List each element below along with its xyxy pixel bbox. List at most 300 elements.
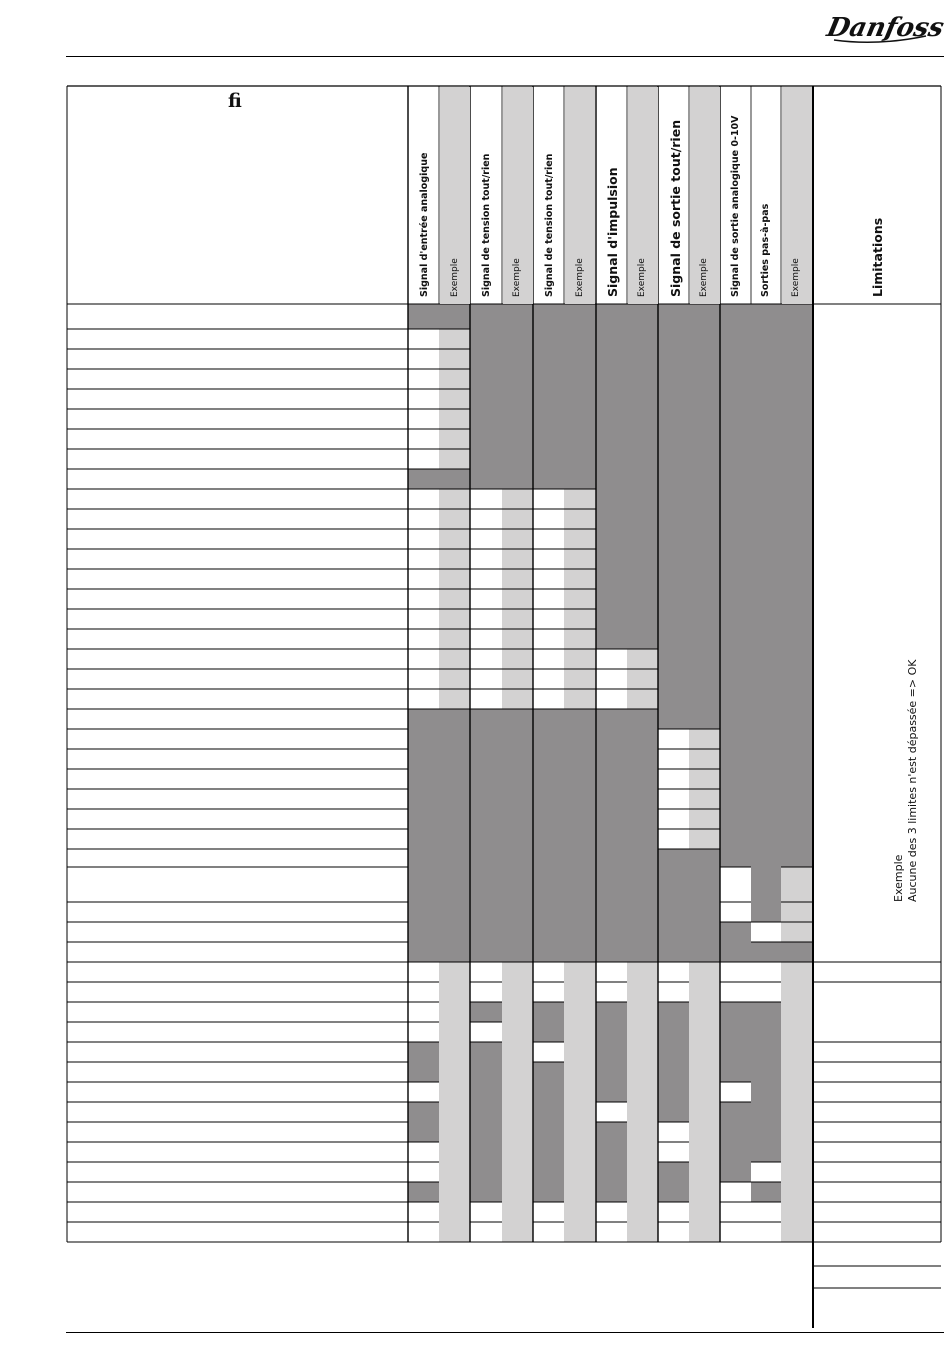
table-cell <box>408 589 439 609</box>
table-cell <box>502 369 533 389</box>
table-cell <box>720 962 751 982</box>
table-cell <box>502 1022 533 1042</box>
table-cell <box>627 689 658 709</box>
table-cell <box>720 982 751 1002</box>
table-cell <box>658 1202 689 1222</box>
table-cell <box>781 1202 813 1222</box>
table-cell <box>439 409 470 429</box>
table-cell <box>502 669 533 689</box>
table-cell <box>439 529 470 549</box>
table-cell <box>720 649 751 669</box>
table-cell <box>720 689 751 709</box>
table-cell <box>408 1062 439 1082</box>
table-cell <box>502 349 533 369</box>
table-cell <box>564 529 596 549</box>
table-cell <box>781 1182 813 1202</box>
table-cell <box>596 689 627 709</box>
table-cell <box>751 689 781 709</box>
table-cell <box>627 749 658 769</box>
table-cell <box>751 829 781 849</box>
table-cell <box>533 529 564 549</box>
col-title-tension-1: Signal de tension tout/rien <box>481 153 492 297</box>
table-cell <box>689 589 720 609</box>
table-cell <box>470 329 502 349</box>
table-cell <box>470 1162 502 1182</box>
table-cell <box>689 1202 720 1222</box>
table-cell <box>781 469 813 489</box>
table-cell <box>502 1102 533 1122</box>
table-cell <box>502 1122 533 1142</box>
table-cell <box>439 549 470 569</box>
table-cell <box>689 429 720 449</box>
table-cell <box>439 369 470 389</box>
table-cell <box>439 769 470 789</box>
table-cell <box>470 609 502 629</box>
table-cell <box>439 942 470 962</box>
table-cell <box>439 749 470 769</box>
table-cell <box>658 649 689 669</box>
table-cell <box>470 1122 502 1142</box>
table-cell <box>720 1002 751 1022</box>
table-cell <box>502 529 533 549</box>
table-cell <box>470 1182 502 1202</box>
table-cell <box>689 1082 720 1102</box>
table-cell <box>408 749 439 769</box>
table-cell <box>596 349 627 369</box>
table-cell <box>596 1122 627 1142</box>
table-cell <box>751 867 781 902</box>
table-cell <box>408 689 439 709</box>
table-cell <box>533 902 564 922</box>
table-cell <box>689 1222 720 1242</box>
table-cell <box>751 369 781 389</box>
table-cell <box>751 669 781 689</box>
table-cell <box>564 589 596 609</box>
table-cell <box>627 329 658 349</box>
table-cell <box>781 1042 813 1062</box>
table-cell <box>596 1202 627 1222</box>
table-cell <box>720 369 751 389</box>
col-title-impulsion: Signal d'impulsion <box>605 167 620 297</box>
table-cell <box>781 1102 813 1122</box>
table-cell <box>439 304 470 329</box>
table-cell <box>564 429 596 449</box>
table-cell <box>596 1002 627 1022</box>
table-cell <box>751 409 781 429</box>
table-cell <box>470 489 502 509</box>
table-cell <box>502 429 533 449</box>
table-cell <box>658 1082 689 1102</box>
table-cell <box>627 389 658 409</box>
table-cell <box>781 304 813 329</box>
table-cell <box>533 649 564 669</box>
table-cell <box>533 689 564 709</box>
table-cell <box>533 1002 564 1022</box>
table-cell <box>533 449 564 469</box>
table-cell <box>439 709 470 729</box>
table-cell <box>658 389 689 409</box>
table-cell <box>596 529 627 549</box>
table-cell <box>627 809 658 829</box>
table-cell <box>627 1002 658 1022</box>
col-example-sortie-analogique: Exemple <box>791 258 801 297</box>
table-cell <box>751 509 781 529</box>
table-cell <box>627 1202 658 1222</box>
table-cell <box>596 962 627 982</box>
table-cell <box>408 789 439 809</box>
col-title-limitations: Limitations <box>870 217 885 297</box>
table-cell <box>689 669 720 689</box>
table-cell <box>720 942 751 962</box>
table-cell <box>751 589 781 609</box>
table-cell <box>720 1182 751 1202</box>
table-cell <box>689 489 720 509</box>
table-cell <box>658 942 689 962</box>
table-cell <box>781 729 813 749</box>
table-cell <box>751 469 781 489</box>
table-cell <box>533 1142 564 1162</box>
table-cell <box>564 809 596 829</box>
table-cell <box>689 769 720 789</box>
table-cell <box>439 1102 470 1122</box>
table-cell <box>533 469 564 489</box>
table-cell <box>658 922 689 942</box>
table-cell <box>781 829 813 849</box>
table-cell <box>596 1142 627 1162</box>
table-cell <box>470 589 502 609</box>
table-cell <box>689 1042 720 1062</box>
table-cell <box>439 609 470 629</box>
table-cell <box>658 529 689 549</box>
table-cell <box>658 489 689 509</box>
table-cell <box>533 489 564 509</box>
table-cell <box>689 942 720 962</box>
table-cell <box>564 489 596 509</box>
table-cell <box>408 469 439 489</box>
table-cell <box>564 1222 596 1242</box>
table-cell <box>408 609 439 629</box>
table-cell <box>564 1062 596 1082</box>
table-cell <box>720 709 751 729</box>
table-cell <box>564 549 596 569</box>
table-cell <box>627 922 658 942</box>
table-cell <box>627 942 658 962</box>
table-cell <box>533 509 564 529</box>
table-cell <box>502 489 533 509</box>
table-cell <box>470 469 502 489</box>
table-cell <box>470 829 502 849</box>
table-cell <box>470 369 502 389</box>
table-cell <box>533 569 564 589</box>
table-cell <box>720 389 751 409</box>
table-cell <box>439 902 470 922</box>
table-cell <box>533 1222 564 1242</box>
table-cell <box>470 922 502 942</box>
table-cell <box>658 509 689 529</box>
table-cell <box>502 304 533 329</box>
table-cell <box>533 709 564 729</box>
table-cell <box>781 1082 813 1102</box>
table-cell <box>720 329 751 349</box>
table-cell <box>439 1082 470 1102</box>
table-cell <box>439 509 470 529</box>
table-cell <box>658 829 689 849</box>
table-cell <box>658 1142 689 1162</box>
table-cell <box>470 942 502 962</box>
table-cell <box>596 749 627 769</box>
limitations-note-line1: Exemple <box>892 854 905 902</box>
table-cell <box>408 982 439 1002</box>
table-cell <box>533 942 564 962</box>
table-cell <box>658 449 689 469</box>
table-cell <box>627 449 658 469</box>
table-cell <box>533 749 564 769</box>
table-cell <box>502 1202 533 1222</box>
table-cell <box>408 1022 439 1042</box>
table-cell <box>781 962 813 982</box>
table-cell <box>408 769 439 789</box>
table-cell <box>564 849 596 867</box>
table-cell <box>689 1122 720 1142</box>
table-cell <box>781 769 813 789</box>
table-cell <box>596 1062 627 1082</box>
table-cell <box>781 629 813 649</box>
table-cell <box>502 867 533 902</box>
table-cell <box>408 429 439 449</box>
table-cell <box>439 1222 470 1242</box>
table-cell <box>470 1222 502 1242</box>
table-cell <box>439 449 470 469</box>
table-cell <box>533 729 564 749</box>
table-cell <box>502 509 533 529</box>
table-cell <box>564 829 596 849</box>
table-cell <box>564 1022 596 1042</box>
table-cell <box>627 789 658 809</box>
table-cell <box>658 429 689 449</box>
table-cell <box>781 809 813 829</box>
table-cell <box>658 369 689 389</box>
table-cell <box>502 1042 533 1062</box>
table-cell <box>470 789 502 809</box>
table-cell <box>596 922 627 942</box>
table-cell <box>408 729 439 749</box>
table-cell <box>439 329 470 349</box>
table-cell <box>533 809 564 829</box>
table-cell <box>439 1202 470 1222</box>
col-example-tension-2: Exemple <box>575 258 585 297</box>
table-cell <box>502 829 533 849</box>
limitations-note <box>892 660 920 903</box>
table-cell <box>751 1022 781 1042</box>
table-cell <box>533 1202 564 1222</box>
table-cell <box>658 549 689 569</box>
table-cell <box>627 1162 658 1182</box>
table-cell <box>564 789 596 809</box>
table-cell <box>751 489 781 509</box>
table-cell <box>596 769 627 789</box>
table-cell <box>502 982 533 1002</box>
table-cell <box>781 922 813 942</box>
table-cell <box>470 629 502 649</box>
table-cell <box>751 1182 781 1202</box>
table-cell <box>627 962 658 982</box>
table-cell <box>658 902 689 922</box>
table-cell <box>781 1022 813 1042</box>
table-cell <box>596 849 627 867</box>
table-cell <box>720 867 751 902</box>
table-cell <box>658 809 689 829</box>
table-cell <box>439 469 470 489</box>
table-cell <box>596 489 627 509</box>
table-cell <box>720 1022 751 1042</box>
table-cell <box>502 1002 533 1022</box>
table-cell <box>564 409 596 429</box>
table-cell <box>470 1082 502 1102</box>
table-cell <box>408 709 439 729</box>
table-cell <box>596 709 627 729</box>
table-cell <box>533 409 564 429</box>
table-cell <box>596 1102 627 1122</box>
table-cell <box>751 1222 781 1242</box>
table-cell <box>470 1202 502 1222</box>
table-cell <box>720 1062 751 1082</box>
table-cell <box>658 709 689 729</box>
table-cell <box>596 1162 627 1182</box>
table-cell <box>533 849 564 867</box>
table-cell <box>658 982 689 1002</box>
table-cell <box>720 589 751 609</box>
table-cell <box>439 849 470 867</box>
table-cell <box>781 509 813 529</box>
table-cell <box>689 709 720 729</box>
corner-glyph: ﬁ <box>228 90 242 112</box>
table-cell <box>720 1142 751 1162</box>
table-cell <box>439 962 470 982</box>
table-cell <box>658 1042 689 1062</box>
table-cell <box>627 1142 658 1162</box>
table-cell <box>502 329 533 349</box>
table-cell <box>596 1222 627 1242</box>
table-cell <box>751 749 781 769</box>
table-cell <box>658 1002 689 1022</box>
table-cell <box>627 1122 658 1142</box>
table-cell <box>781 409 813 429</box>
table-cell <box>470 409 502 429</box>
table-cell <box>781 1162 813 1182</box>
table-cell <box>470 809 502 829</box>
table-cell <box>533 829 564 849</box>
table-cell <box>502 809 533 829</box>
table-cell <box>781 1062 813 1082</box>
table-cell <box>470 1022 502 1042</box>
table-cell <box>470 529 502 549</box>
table-cell <box>720 469 751 489</box>
table-cell <box>502 1142 533 1162</box>
table-cell <box>470 649 502 669</box>
table-cell <box>781 609 813 629</box>
table-cell <box>408 1222 439 1242</box>
table-cell <box>439 1022 470 1042</box>
table-cell <box>627 729 658 749</box>
table-cell <box>533 369 564 389</box>
table-cell <box>751 389 781 409</box>
table-cell <box>720 569 751 589</box>
table-cell <box>408 1082 439 1102</box>
table-cell <box>689 1102 720 1122</box>
table-cell <box>596 1182 627 1202</box>
table-cell <box>627 629 658 649</box>
table-cell <box>596 609 627 629</box>
table-cell <box>781 329 813 349</box>
table-cell <box>502 649 533 669</box>
table-cell <box>470 429 502 449</box>
table-cell <box>751 1142 781 1162</box>
table-cell <box>533 669 564 689</box>
table-cell <box>533 1022 564 1042</box>
table-cell <box>470 709 502 729</box>
table-cell <box>439 589 470 609</box>
table-cell <box>627 429 658 449</box>
table-cell <box>533 769 564 789</box>
table-cell <box>751 922 781 942</box>
table-cell <box>781 529 813 549</box>
table-cell <box>408 629 439 649</box>
table-cell <box>627 1062 658 1082</box>
table-cell <box>439 1162 470 1182</box>
table-cell <box>627 369 658 389</box>
table-cell <box>502 942 533 962</box>
table-cell <box>781 867 813 902</box>
table-cell <box>408 409 439 429</box>
table-cell <box>564 1082 596 1102</box>
table-cell <box>781 429 813 449</box>
table-cell <box>502 749 533 769</box>
table-cell <box>470 902 502 922</box>
table-cell <box>720 489 751 509</box>
table-cell <box>751 962 781 982</box>
table-cell <box>751 1202 781 1222</box>
table-cell <box>751 1122 781 1142</box>
table-cell <box>627 1042 658 1062</box>
table-cell <box>689 962 720 982</box>
table-cell <box>470 304 502 329</box>
table-cell <box>408 867 439 902</box>
table-cell <box>751 349 781 369</box>
table-cell <box>781 649 813 669</box>
table-cell <box>751 769 781 789</box>
table-cell <box>627 982 658 1002</box>
col-title-sortie-tout-rien: Signal de sortie tout/rien <box>668 119 683 297</box>
table-cell <box>596 449 627 469</box>
col-title-sortie-analogique: Signal de sortie analogique 0-10V <box>730 115 741 297</box>
table-cell <box>470 349 502 369</box>
table-cell <box>596 389 627 409</box>
table-cell <box>689 409 720 429</box>
table-cell <box>751 429 781 449</box>
table-cell <box>658 729 689 749</box>
table-cell <box>781 589 813 609</box>
table-cell <box>751 1002 781 1022</box>
table-cell <box>408 902 439 922</box>
table-cell <box>751 304 781 329</box>
table-cell <box>658 349 689 369</box>
table-cell <box>689 509 720 529</box>
table-cell <box>502 1062 533 1082</box>
table-cell <box>658 409 689 429</box>
table-cell <box>564 769 596 789</box>
table-cell <box>751 629 781 649</box>
table-cell <box>408 509 439 529</box>
